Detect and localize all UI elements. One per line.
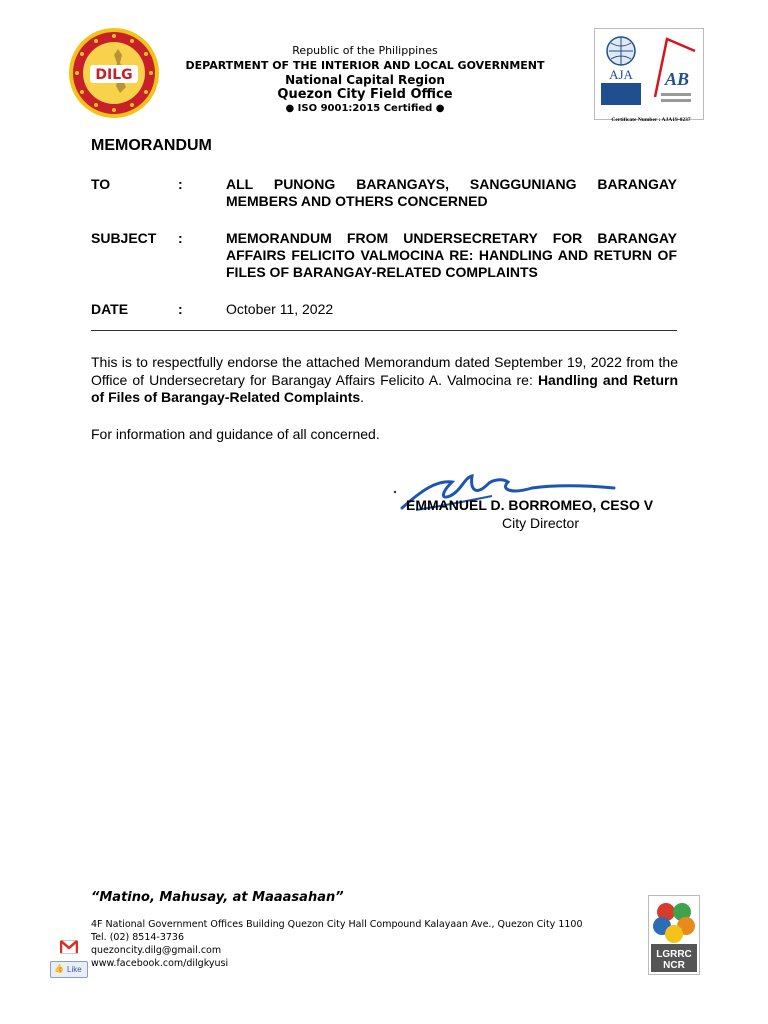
date-value: October 11, 2022 bbox=[226, 301, 334, 317]
para1-bold-title: Handling and Return of Files of Barangay-Related Complaints bbox=[91, 371, 678, 405]
ncr-text: NCR bbox=[663, 960, 685, 971]
body-paragraph-2: For information and guidance of all concerned. bbox=[91, 426, 380, 442]
memo-title: MEMORANDUM bbox=[91, 137, 212, 154]
signatory-title: City Director bbox=[502, 515, 580, 531]
to-colon: : bbox=[178, 176, 183, 192]
footer-email: quezoncity.dilg@gmail.com bbox=[91, 945, 222, 956]
letterhead bbox=[160, 44, 570, 117]
certificate-number: Certificate Number : AJA19-0237 bbox=[611, 117, 691, 123]
aja-mark: AJA bbox=[609, 67, 633, 82]
separator-line bbox=[91, 330, 677, 331]
subject-colon: : bbox=[178, 230, 183, 246]
like-label: Like bbox=[67, 965, 82, 974]
subject-label: SUBJECT bbox=[91, 230, 157, 246]
footer-address: 4F National Government Offices Building Quezon City Hall Compound Kalayaan Ave., Quezon City 1100 bbox=[91, 919, 583, 930]
to-value: ALL PUNONG BARANGAYS, SANGGUNIANG BARANGAY MEMBERS AND OTHERS CONCERNED bbox=[226, 176, 677, 209]
date-label: DATE bbox=[91, 301, 129, 317]
republic-line: Republic of the Philippines bbox=[292, 44, 438, 57]
department-line: DEPARTMENT OF THE INTERIOR AND LOCAL GOVERNMENT bbox=[185, 58, 545, 72]
to-label: TO bbox=[91, 176, 111, 192]
lgrrc-ncr-logo bbox=[648, 895, 700, 975]
footer-facebook: www.facebook.com/dilgkyusi bbox=[91, 958, 229, 969]
facebook-like-icon bbox=[50, 961, 88, 978]
dilg-seal-logo bbox=[68, 27, 160, 119]
office-line: Quezon City Field Office bbox=[277, 86, 453, 102]
subject-value: MEMORANDUM FROM UNDERSECRETARY FOR BARANGAY AFFAIRS FELICITO VALMOCINA RE: HANDLING AND RETURN OF FILES OF BARANGAY-RELATED COMPLAINTS bbox=[226, 230, 677, 280]
para1-period: . bbox=[360, 389, 365, 405]
lgrrc-text: LGRRC bbox=[656, 949, 692, 960]
footer-tel: Tel. (02) 8514-3736 bbox=[91, 932, 185, 943]
footer-contact bbox=[91, 918, 583, 970]
footer-motto: “Matino, Mahusay, at Maaasahan” bbox=[91, 890, 344, 905]
seal-text: DILG bbox=[95, 67, 133, 83]
ab-mark: AB bbox=[664, 69, 690, 89]
date-colon: : bbox=[178, 301, 183, 317]
body-paragraph-1 bbox=[91, 354, 678, 407]
signatory-name: EMMANUEL D. BORROMEO, CESO V bbox=[406, 497, 654, 513]
para1-text: This is to respectfully endorse the attached Memorandum dated September 19, 2022 from the Office of Undersecretary for Barangay Affairs Felicito A. Valmocina re: bbox=[91, 354, 678, 388]
iso-line: ● ISO 9001:2015 Certified ● bbox=[285, 103, 445, 114]
thumbs-up-icon: 👍 bbox=[54, 964, 64, 973]
region-line: National Capital Region bbox=[285, 73, 445, 87]
certification-badge bbox=[594, 28, 704, 120]
gmail-icon bbox=[60, 940, 78, 954]
